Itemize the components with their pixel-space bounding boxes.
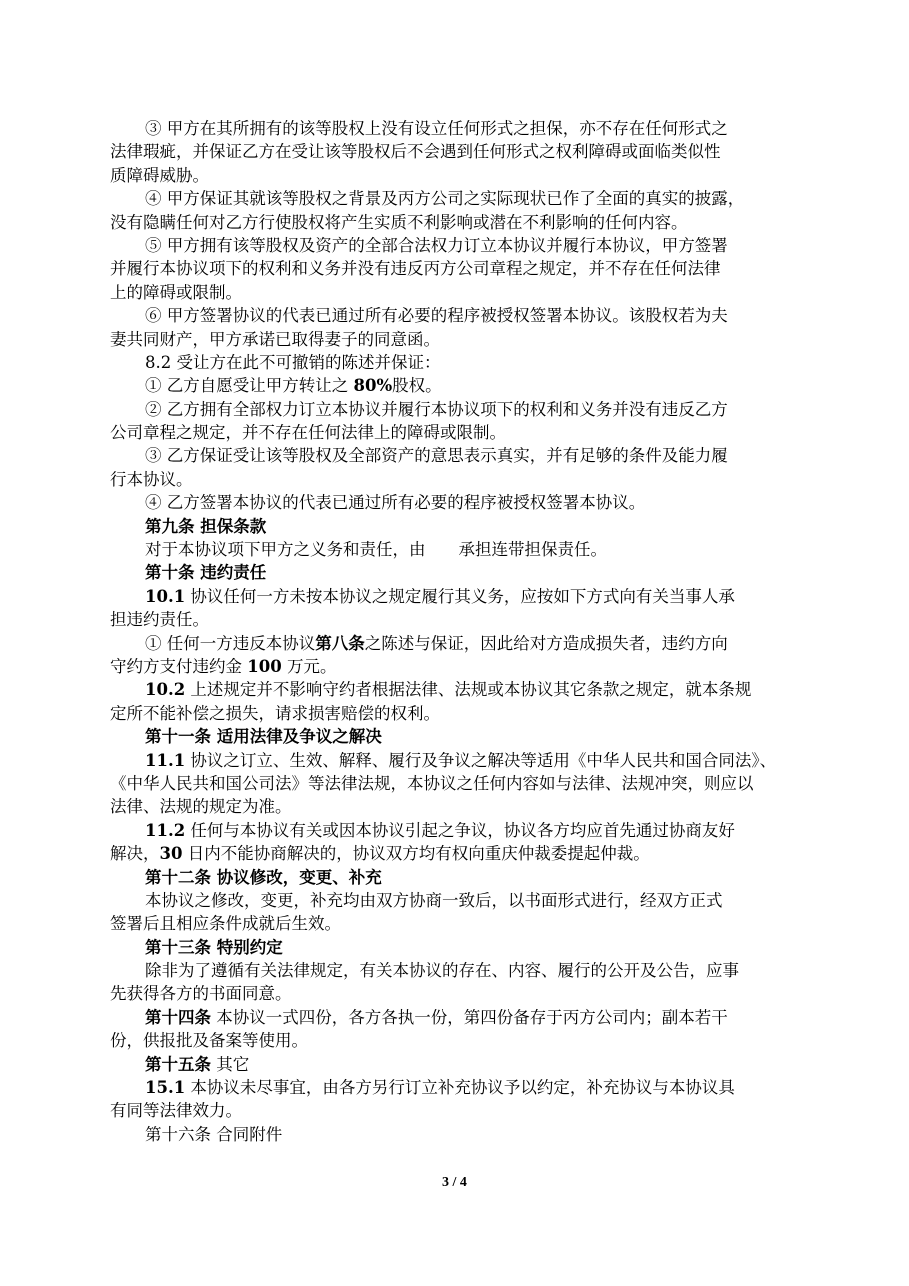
text-line (110, 398, 800, 421)
text-line (110, 725, 800, 748)
text-segment: ④ 乙方签署本协议的代表已通过所有必要的程序被授权签署本协议。 (145, 493, 646, 513)
bold-text-segment: 10.2 (145, 680, 186, 700)
text-segment: ③ 乙方保证受让该等股权及全部资产的意思表示真实，并有足够的条件及能力履 (145, 446, 728, 466)
text-segment: 妻共同财产，甲方承诺已取得妻子的同意函。 (110, 329, 440, 349)
text-segment: 协议任何一方未按本协议之规定履行其义务，应按如下方式向有关当事人承 (185, 586, 735, 606)
bold-text-segment: 第十三条 特别约定 (145, 937, 283, 957)
text-line (110, 702, 800, 725)
text-segment: 8.2 受让方在此不可撤销的陈述并保证： (145, 352, 441, 372)
text-line (110, 678, 800, 701)
text-segment: 第十六条 合同附件 (145, 1124, 283, 1144)
text-segment: ④ 甲方保证其就该等股权之背景及丙方公司之实际现状已作了全面的真实的披露， (145, 189, 745, 209)
text-segment: 有同等法律效力。 (110, 1101, 242, 1121)
text-segment: 质障碍威胁。 (110, 165, 209, 185)
text-line (110, 912, 800, 935)
text-line (110, 468, 800, 491)
text-segment: ② 乙方拥有全部权力订立本协议并履行本协议项下的权利和义务并没有违反乙方 (145, 399, 728, 419)
bold-text-segment: 15.1 (145, 1078, 186, 1098)
text-segment: 守约方支付违约金 (110, 656, 248, 676)
text-line (110, 585, 800, 608)
text-line (110, 187, 800, 210)
text-segment: 没有隐瞒任何对乙方行使股权将产生实质不利影响或潜在不利影响的任何内容。 (110, 212, 688, 232)
text-segment: ⑥ 甲方签署协议的代表已通过所有必要的程序被授权签署本协议。该股权若为夫 (145, 306, 728, 326)
document-body (110, 117, 800, 1146)
text-segment: ⑤ 甲方拥有该等股权及资产的全部合法权力订立本协议并履行本协议，甲方签署 (145, 235, 728, 255)
text-line (110, 491, 800, 514)
text-line (110, 772, 800, 795)
text-segment: ① 乙方自愿受让甲方转让之 (145, 376, 354, 396)
text-segment: 除非为了遵循有关法律规定，有关本协议的存在、内容、履行的公开及公告，应事 (145, 961, 739, 981)
bold-text-segment: 第十四条 (145, 1007, 211, 1027)
text-segment: 并履行本协议项下的权利和义务并没有违反丙方公司章程之规定，并不存在任何法律 (110, 259, 721, 279)
text-segment: 日内不能协商解决的，协议双方均有权向重庆仲裁委提起仲裁。 (182, 844, 650, 864)
text-segment: 本协议一式四份，各方各执一份，第四份备存于丙方公司内；副本若干 (211, 1007, 728, 1027)
text-line (110, 211, 800, 234)
text-line (110, 257, 800, 280)
text-line (110, 140, 800, 163)
text-segment: 公司章程之规定，并不存在任何法律上的障碍或限制。 (110, 423, 506, 443)
text-line (110, 164, 800, 187)
text-line (110, 1053, 800, 1076)
text-segment: 解决， (110, 844, 160, 864)
text-line (110, 1099, 800, 1122)
text-line (110, 608, 800, 631)
bold-text-segment: 第九条 担保条款 (145, 516, 267, 536)
text-segment: 股权。 (392, 376, 442, 396)
text-segment: 其它 (211, 1054, 250, 1074)
text-line (110, 1029, 800, 1052)
text-line (110, 749, 800, 772)
text-line (110, 795, 800, 818)
text-line (110, 1006, 800, 1029)
text-segment: 本协议之修改，变更，补充均由双方协商一致后，以书面形式进行，经双方正式 (145, 890, 723, 910)
text-line (110, 982, 800, 1005)
text-segment: 《中华人民共和国公司法》等法律法规，本协议之任何内容如与法律、法规冲突，则应以 (110, 773, 754, 793)
text-line (110, 1076, 800, 1099)
text-segment: 签署后且相应条件成就后生效。 (110, 914, 341, 934)
text-segment: 协议之订立、生效、解释、履行及争议之解决等适用《中华人民共和国合同法》、 (185, 750, 777, 770)
text-segment: 对于本协议项下甲方之义务和责任，由 承担连带担保责任。 (145, 540, 607, 560)
text-line (110, 1123, 800, 1146)
bold-text-segment: 第十条 违约责任 (145, 563, 267, 583)
text-segment: 本协议未尽事宜，由各方另行订立补充协议予以约定，补充协议与本协议具 (185, 1078, 735, 1098)
bold-text-segment: 30 (159, 844, 183, 864)
bold-text-segment: 第十一条 适用法律及争议之解决 (145, 727, 382, 747)
bold-text-segment: 11.1 (145, 750, 186, 770)
bold-text-segment: 100 (247, 656, 282, 676)
text-segment: 之陈述与保证，因此给对方造成损失者，违约方向 (364, 633, 728, 653)
page-number: 3 / 4 (442, 1175, 467, 1190)
text-segment: 法律、法规的规定为准。 (110, 797, 292, 817)
text-line (110, 444, 800, 467)
text-line (110, 655, 800, 678)
text-segment: 担违约责任。 (110, 610, 209, 630)
bold-text-segment: 10.1 (145, 586, 186, 606)
text-line (110, 936, 800, 959)
text-segment: ③ 甲方在其所拥有的该等股权上没有设立任何形式之担保，亦不存在任何形式之 (145, 119, 728, 138)
bold-text-segment: 第十二条 协议修改，变更、补充 (145, 867, 382, 887)
text-line (110, 561, 800, 584)
text-line (110, 351, 800, 374)
text-segment: 行本协议。 (110, 469, 193, 489)
text-line (110, 819, 800, 842)
text-line (110, 304, 800, 327)
text-line (110, 421, 800, 444)
text-segment: 法律瑕疵，并保证乙方在受让该等股权后不会遇到任何形式之权利障碍或面临类似性 (110, 142, 721, 162)
bold-text-segment: 80% (353, 376, 393, 396)
text-line (110, 842, 800, 865)
text-line (110, 889, 800, 912)
text-segment: 先获得各方的书面同意。 (110, 984, 292, 1004)
text-segment: 上的障碍或限制。 (110, 282, 242, 302)
text-line (110, 538, 800, 561)
bold-text-segment: 第十五条 (145, 1054, 211, 1074)
text-line (110, 281, 800, 304)
text-line (110, 117, 800, 140)
text-line (110, 866, 800, 889)
text-line (110, 515, 800, 538)
text-segment: 份，供报批及备案等使用。 (110, 1031, 308, 1051)
bold-text-segment: 第八条 (315, 633, 365, 653)
text-segment: 定所不能补偿之损失，请求损害赔偿的权利。 (110, 703, 440, 723)
text-line (110, 959, 800, 982)
bold-text-segment: 11.2 (145, 820, 186, 840)
text-segment: 任何与本协议有关或因本协议引起之争议，协议各方均应首先通过协商友好 (185, 820, 735, 840)
text-segment: ① 任何一方违反本协议 (145, 633, 316, 653)
text-line (110, 234, 800, 257)
text-segment: 万元。 (281, 656, 337, 676)
text-line (110, 328, 800, 351)
text-line (110, 374, 800, 397)
text-segment: 上述规定并不影响守约者根据法律、法规或本协议其它条款之规定，就本条规 (185, 680, 752, 700)
text-line (110, 632, 800, 655)
